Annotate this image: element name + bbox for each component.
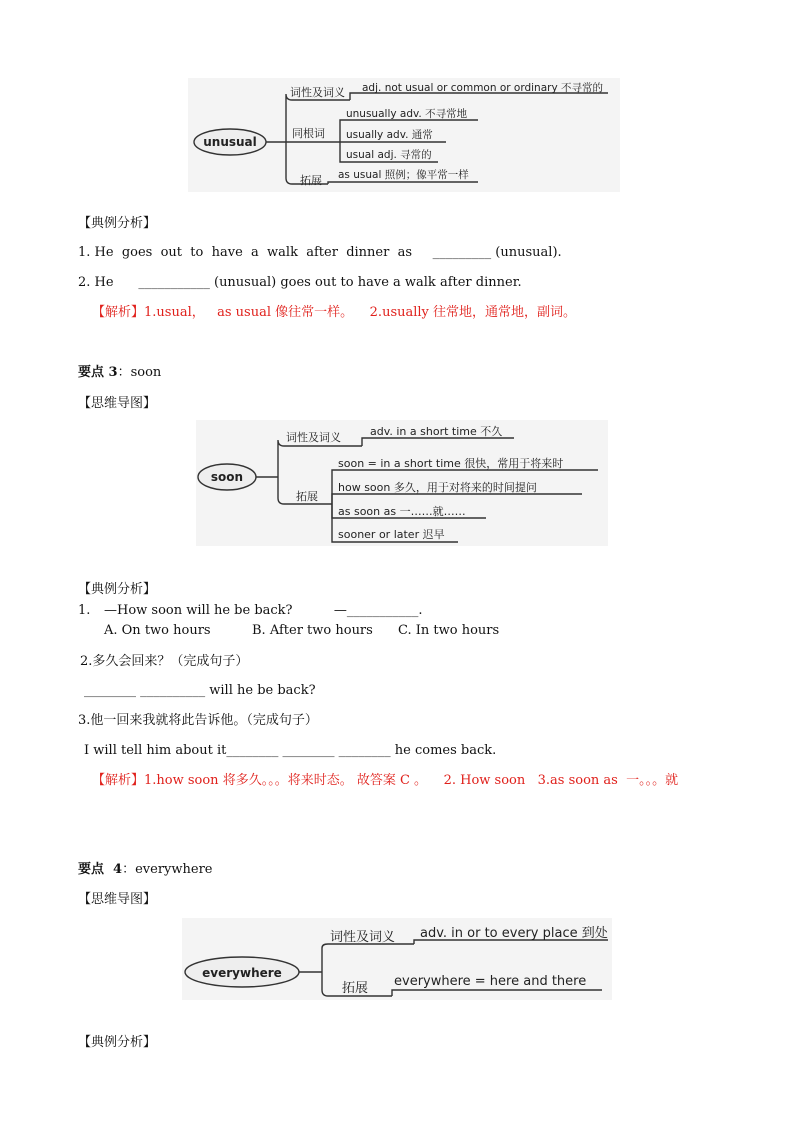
- branch-text: everywhere = here and there: [394, 974, 587, 989]
- option-c: C. In two hours: [398, 623, 500, 638]
- example-heading: 【典例分析】: [78, 1035, 157, 1050]
- point-label: 要点 4: [78, 862, 123, 877]
- mindmap-heading: 【思维导图】: [78, 892, 157, 907]
- branch-label: 词性及词义: [330, 930, 396, 945]
- branch-label: 词性及词义: [286, 431, 341, 444]
- question-3: 3.他一回来我就将此告诉他。（完成句子）: [78, 713, 318, 728]
- branch-text: as usual 照例；像平常一样: [338, 169, 469, 181]
- question-3-blank: I will tell him about it________ ________ ________ he comes back.: [84, 743, 497, 758]
- branch-item: soon = in a short time 很快，常用于将来时: [338, 457, 564, 470]
- question-2-blank: ________ __________ will he be back?: [84, 683, 316, 698]
- branch-item: usually adv. 通常: [346, 129, 433, 141]
- question-1: —How soon will he be back? —___________.: [104, 603, 423, 618]
- answer-explanation: 【解析】1.how soon 将多久。。。将来时态。 故答案 C 。 2. How soon 3.as soon as 一。。。就: [92, 773, 679, 788]
- branch-item: how soon 多久，用于对将来的时间提问: [338, 481, 537, 494]
- point-word: ：everywhere: [122, 862, 213, 877]
- mindmap-center: everywhere: [202, 966, 282, 980]
- point-heading: [78, 862, 213, 878]
- mindmap-heading: 【思维导图】: [78, 396, 157, 411]
- question-2: 2.多久会回来？（完成句子）: [80, 654, 249, 669]
- branch-label: 拓展: [342, 981, 369, 996]
- branch-label: 拓展: [296, 490, 318, 503]
- mindmap-unusual: [188, 78, 620, 192]
- branch-label: 拓展: [300, 174, 322, 187]
- answer-explanation: 【解析】1.usual， as usual 像往常一样。 2.usually 往常地，通常地，副词。: [92, 305, 577, 320]
- point-heading: [78, 365, 161, 381]
- option-b: B. After two hours: [252, 623, 373, 638]
- example-heading: 【典例分析】: [78, 216, 157, 231]
- branch-item: usual adj. 寻常的: [346, 149, 432, 161]
- mindmap-center: unusual: [203, 135, 257, 149]
- point-label: 要点 3: [78, 365, 118, 380]
- branch-label: 同根词: [292, 127, 325, 140]
- branch-item: sooner or later 迟早: [338, 528, 445, 541]
- branch-item: as soon as 一……就……: [338, 505, 466, 518]
- branch-label: 词性及词义: [290, 86, 345, 99]
- point-word: ：soon: [117, 365, 162, 380]
- option-a: A. On two hours: [104, 623, 211, 638]
- mindmap-soon: [196, 420, 608, 546]
- question-2: 2. He ___________ (unusual) goes out to have a walk after dinner.: [78, 275, 522, 290]
- branch-item: unusually adv. 不寻常地: [346, 108, 468, 120]
- branch-text: adv. in a short time 不久: [370, 425, 503, 438]
- question-1: 1. He goes out to have a walk after dinner as _________ (unusual).: [78, 245, 562, 260]
- example-heading: 【典例分析】: [78, 582, 157, 597]
- branch-text: adv. in or to every place 到处: [420, 926, 608, 941]
- mindmap-center: soon: [210, 470, 244, 484]
- mindmap-everywhere: [182, 918, 612, 1000]
- question-1-number: 1.: [78, 603, 91, 618]
- branch-text: adj. not usual or common or ordinary 不寻常的: [362, 82, 604, 94]
